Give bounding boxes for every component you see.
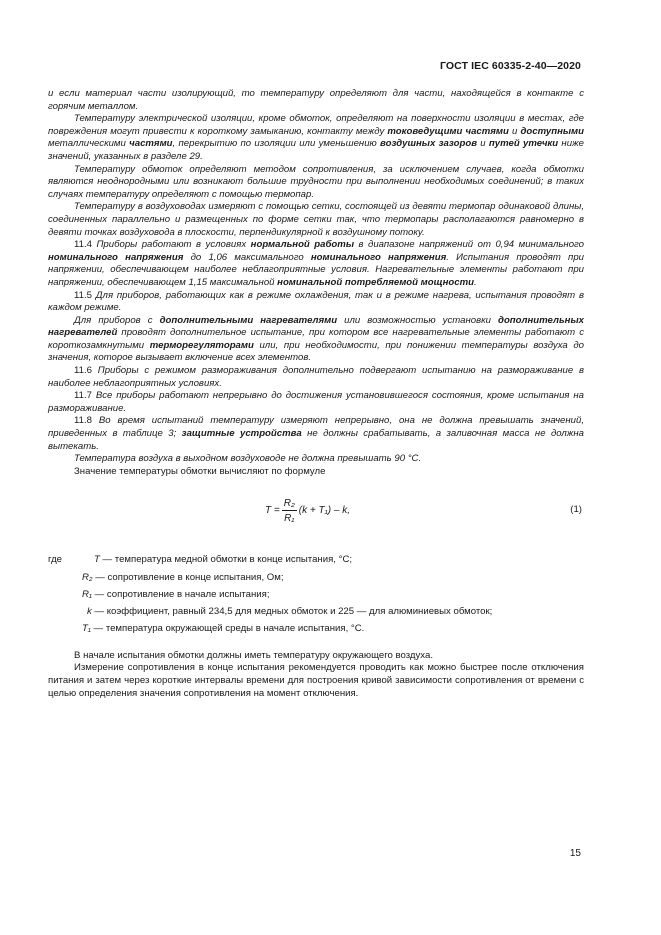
- definition-item: R₂ — сопротивление в конце испытания, Ом;: [82, 571, 284, 583]
- formula-fraction: [282, 498, 297, 524]
- paragraph-11-4: 11.4 Приборы работают в условиях нормальной работы в диапазоне напряжений от 0,94 минимального номинального напряжения до 1,06 максимального номинального напряжения. Испытания проводят при напряжении, обеспечивающем наиболее неблагоприятные условия. Нагревательные элементы работают при напряжении, обеспечивающем 1,15 максимальной номинальной потребляемой мощности.: [48, 239, 585, 288]
- definition-item: где T — температура медной обмотки в конце испытания, °C;: [48, 554, 353, 566]
- definition-item: k — коэффициент, равный 234,5 для медных обмоток и 225 — для алюминиевых обмоток;: [87, 605, 493, 617]
- paragraph-11-7: 11.7 Все приборы работают непрерывно до достижения установившегося состояния, кроме испытания на размораживание.: [48, 390, 584, 414]
- paragraph-11-5: 11.5 Для приборов, работающих как в режиме охлаждения, так и в режиме нагрева, испытания проводят в каждом режиме.: [48, 289, 584, 314]
- where-label: где: [48, 554, 63, 566]
- document-header: ГОСТ IEC 60335-2-40—2020: [439, 60, 581, 72]
- formula-lhs: T =: [265, 505, 280, 517]
- paragraph-air-temperature: Температура воздуха в выходном воздуховоде не должна превышать 90 °C.: [74, 453, 422, 465]
- definition-item: R₁ — сопротивление в начале испытания;: [82, 588, 270, 600]
- paragraph-4: Температуру в воздуховодах измеряют с помощью сетки, состоящей из девяти термопар одинаковой длины, соединенных параллельно и размещенных по форме сетки так, что термопары располагаются равномерно в девяти точках воздуховода в плоскости, перпендикулярной к воздушному потоку.: [48, 201, 584, 238]
- paragraph-2: Температуру электрической изоляции, кроме обмоток, определяют на поверхности изоляции в местах, где повреждения могут привести к короткому замыканию, контакту между токоведущими частями и доступными металлическими частями, перекрытию по изоляции или уменьшению воздушных зазоров и путей утечки ниже значений, указанных в разделе 29.: [48, 113, 585, 162]
- page-number: 15: [569, 848, 581, 859]
- symbol-definitions: [48, 554, 584, 635]
- formula-rhs: (k + T₁) – k,: [298, 505, 350, 517]
- document-body: [48, 88, 584, 700]
- formula-expression: [265, 498, 350, 524]
- paragraph-1: и если материал части изолирующий, то температуру определяют для части, находящейся в контакте с горячим металлом.: [48, 88, 584, 112]
- paragraph-11-8: 11.8 Во время испытаний температуру измеряют непрерывно, она не должна превышать значений, приведенных в таблице 3; защитные устройства не должны срабатывать, а заливочная масса не должна вытекать.: [48, 415, 585, 452]
- formula-denominator: R₁: [284, 513, 295, 525]
- paragraph-resistance-measurement: Измерение сопротивления в конце испытания рекомендуется проводить как можно быстрее после отключения питания и затем через короткие интервалы времени для построения кривой зависимости сопротивления от времени с целью определения значения сопротивления на момент отключения.: [48, 662, 584, 699]
- paragraph-11-6: 11.6 Приборы с режимом размораживания дополнительно подвергают испытанию на размораживание в наиболее неблагоприятных условиях.: [48, 365, 584, 389]
- formula-numerator: R₂: [283, 498, 295, 510]
- formula-number: (1): [570, 504, 582, 516]
- paragraph-formula-intro: Значение температуры обмотки вычисляют по формуле: [74, 465, 326, 477]
- paragraph-additional-heaters: Для приборов с дополнительными нагревателями или возможностью установки дополнительных нагревателей проводят дополнительное испытание, при котором все нагревательные элементы работают с короткозамкнутыми терморегуляторами или, при необходимости, при понижении температуры воздуха до значения, которое вызывает включение всех элементов.: [48, 314, 584, 364]
- definition-item: T₁ — температура окружающей среды в начале испытания, °C.: [82, 623, 365, 635]
- paragraph-3: Температуру обмоток определяют методом сопротивления, за исключением случаев, когда обмотки являются неоднородными или возникают большие трудности при выполнении необходимых соединений; в таких случаях температуру определяют с помощью термопар.: [48, 163, 584, 200]
- paragraph-initial-temperature: В начале испытания обмотки должны иметь температуру окружающего воздуха.: [74, 649, 433, 661]
- winding-temperature-formula: [48, 492, 584, 538]
